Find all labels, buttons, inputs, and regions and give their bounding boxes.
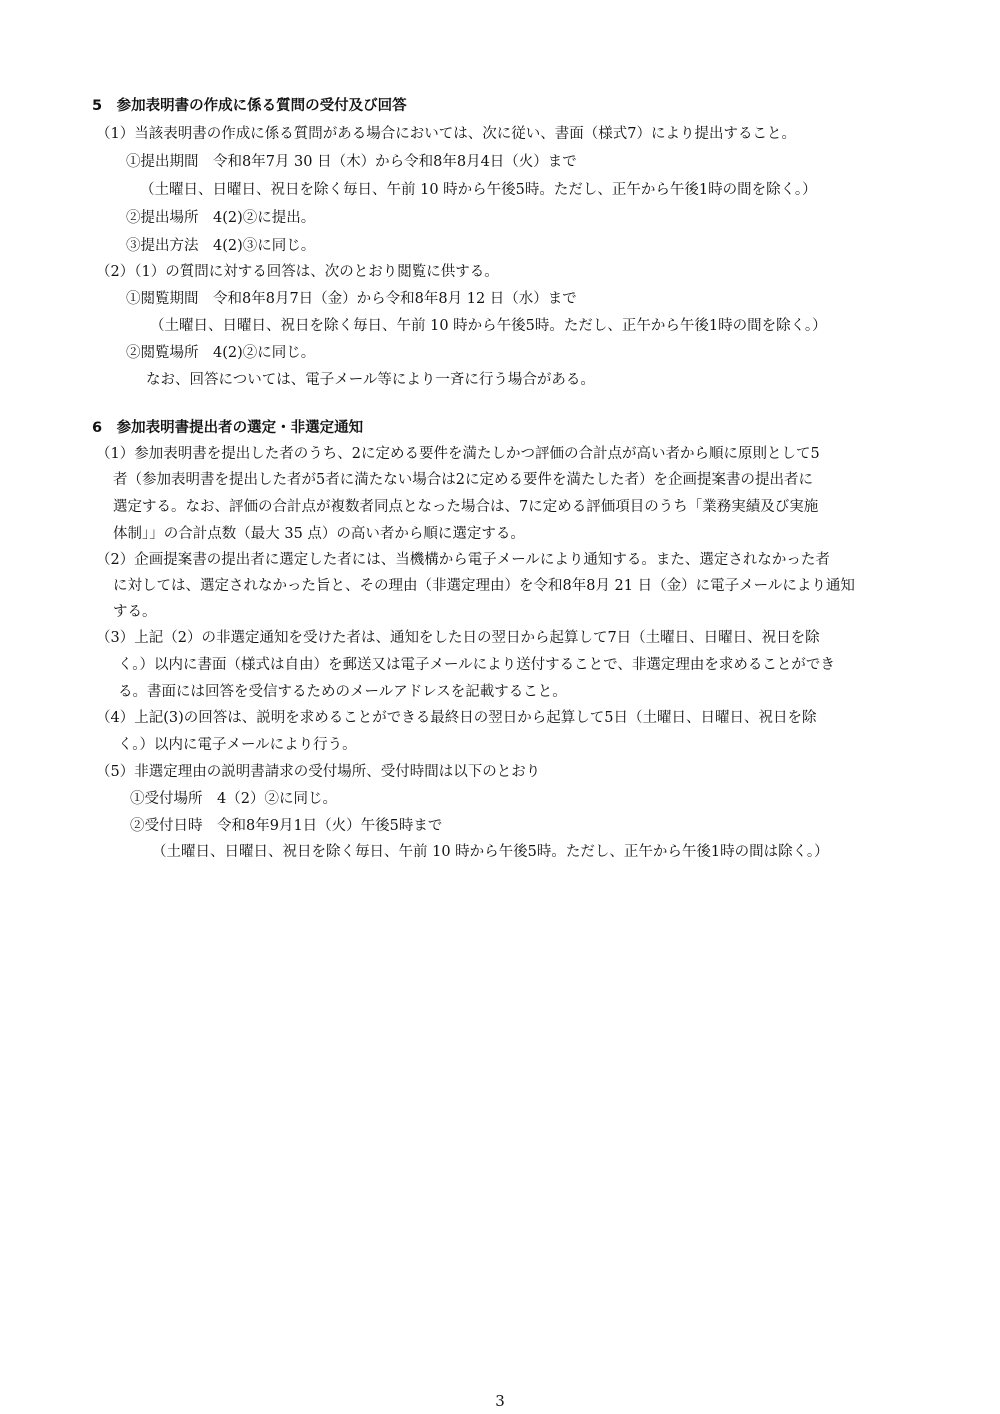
section-6-item-4-line-2: く。）以内に電子メールにより行う。 xyxy=(118,737,357,753)
section-5-viewing-place: ②閲覧場所 4(2)②に同じ。 xyxy=(126,345,316,361)
section-6-item-2-line-3: する。 xyxy=(113,604,157,620)
section-6-item-1-line-1: （1）参加表明書を提出した者のうち、2に定める要件を満たしかつ評価の合計点が高い者から順に原則として5 xyxy=(96,446,820,462)
section-6-item-2-line-1: （2）企画提案書の提出者に選定した者には、当機構から電子メールにより通知する。また、選定されなかった者 xyxy=(96,552,830,568)
section-6-reception-hours-note: （土曜日、日曜日、祝日を除く毎日、午前 10 時から午後5時。ただし、正午から午後1時の間は除く。） xyxy=(152,844,829,860)
section-6-item-5: （5）非選定理由の説明書請求の受付場所、受付時間は以下のとおり xyxy=(96,764,541,780)
section-6-item-1-line-4: 体制」」の合計点数（最大 35 点）の高い者から順に選定する。 xyxy=(113,526,525,542)
section-6-reception-datetime: ②受付日時 令和8年9月1日（火）午後5時まで xyxy=(130,818,443,834)
section-6-item-3-line-2: く。）以内に書面（様式は自由）を郵送又は電子メールにより送付することで、非選定理由を求めることができ xyxy=(118,657,835,673)
section-6-heading: 6 参加表明書提出者の選定・非選定通知 xyxy=(92,420,364,436)
section-5-viewing-period: ①閲覧期間 令和8年8月7日（金）から令和8年8月 12 日（水）まで xyxy=(126,291,577,307)
section-5-item-1: （1）当該表明書の作成に係る質問がある場合においては、次に従い、書面（様式7）により提出すること。 xyxy=(96,126,796,142)
section-6-item-2-line-2: に対しては、選定されなかった旨と、その理由（非選定理由）を令和8年8月 21 日（金）に電子メールにより通知 xyxy=(113,578,855,594)
section-6-reception-place: ①受付場所 4（2）②に同じ。 xyxy=(130,791,337,807)
section-5-submission-place: ②提出場所 4(2)②に提出。 xyxy=(126,210,316,226)
section-5-email-note: なお、回答については、電子メール等により一斉に行う場合がある。 xyxy=(146,372,595,388)
section-6-item-1-line-3: 選定する。なお、評価の合計点が複数者同点となった場合は、7に定める評価項目のうち「業務実績及び実施 xyxy=(113,499,819,515)
section-6-item-4-line-1: （4）上記(3)の回答は、説明を求めることができる最終日の翌日から起算して5日（土曜日、日曜日、祝日を除 xyxy=(96,710,817,726)
section-6-item-3-line-1: （3）上記（2）の非選定通知を受けた者は、通知をした日の翌日から起算して7日（土曜日、日曜日、祝日を除 xyxy=(96,630,820,646)
section-5-viewing-hours-note: （土曜日、日曜日、祝日を除く毎日、午前 10 時から午後5時。ただし、正午から午後1時の間を除く。） xyxy=(150,318,827,334)
section-6-item-3-line-3: る。書面には回答を受信するためのメールアドレスを記載すること。 xyxy=(118,684,567,700)
section-5-submission-method: ③提出方法 4(2)③に同じ。 xyxy=(126,238,316,254)
section-5-submission-hours-note: （土曜日、日曜日、祝日を除く毎日、午前 10 時から午後5時。ただし、正午から午後1時の間を除く。） xyxy=(140,182,817,198)
section-5-item-2: （2）（1）の質問に対する回答は、次のとおり閲覧に供する。 xyxy=(96,264,499,280)
section-6-item-1-line-2: 者（参加表明書を提出した者が5者に満たない場合は2に定める要件を満たした者）を企画提案書の提出者に xyxy=(113,472,813,488)
section-5-submission-period: ①提出期間 令和8年7月 30 日（木）から令和8年8月4日（火）まで xyxy=(126,154,577,170)
page-number: 3 xyxy=(495,1392,505,1410)
section-5-heading: 5 参加表明書の作成に係る質問の受付及び回答 xyxy=(92,98,407,114)
